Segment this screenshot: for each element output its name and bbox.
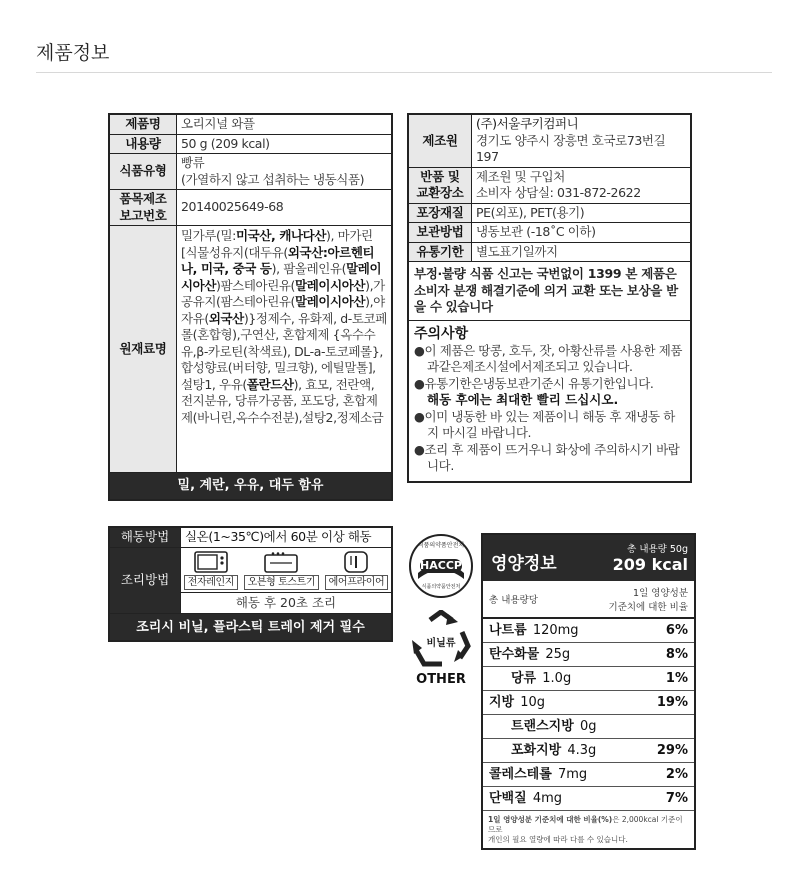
maker-header: 제조원 bbox=[408, 114, 472, 167]
haccp-text: HACCP bbox=[420, 559, 462, 572]
product-name-value: 오리지널 와플 bbox=[177, 114, 393, 134]
nutrition-row bbox=[483, 715, 694, 739]
nutrition-rows bbox=[483, 619, 694, 811]
nutrient-name-value: 트랜스지방 0g bbox=[511, 719, 597, 734]
product-info-table bbox=[108, 113, 393, 501]
toaster-oven-icon bbox=[264, 551, 298, 573]
nutrition-facts bbox=[481, 533, 696, 850]
method-header: 조리방법 bbox=[109, 547, 181, 614]
report-number-header-1: 품목제조 bbox=[119, 191, 167, 206]
nutrition-footnote: 1일 영양성분 기준치에 대한 비율(%)은 2,000kcal 기준이므로 개인의 필요 열량에 따라 다를 수 있습니다. bbox=[488, 815, 683, 844]
packaging-value: PE(외포), PET(용기) bbox=[472, 203, 692, 223]
expiry-header: 유통기한 bbox=[408, 242, 472, 262]
nutrition-total-label: 총 내용량 50g bbox=[627, 544, 688, 555]
nutrient-name-value: 탄수화물 25g bbox=[489, 647, 571, 662]
nutrient-name-value: 포화지방 4.3g bbox=[511, 743, 597, 758]
food-type-header: 식품유형 bbox=[109, 154, 177, 190]
report-notice: 부정·불량 식품 신고는 국번없이 1399 본 제품은 소비자 분쟁 해결기준에 의거 교환 또는 보상을 받을 수 있습니다 bbox=[408, 262, 691, 321]
air-fryer-label: 에어프라이어 bbox=[325, 575, 389, 590]
nutrient-name-value: 당류 1.0g bbox=[511, 671, 572, 686]
nutrition-row bbox=[483, 643, 694, 667]
report-number-value: 20140025649-68 bbox=[177, 190, 393, 226]
title-divider bbox=[36, 72, 772, 73]
nutrition-subheader bbox=[483, 581, 694, 619]
nutrient-name-value: 지방 10g bbox=[489, 695, 546, 710]
nutrition-row bbox=[483, 739, 694, 763]
nutrient-percent: 6% bbox=[665, 623, 688, 638]
food-type-value bbox=[177, 154, 393, 190]
storage-value: 냉동보관 (-18˚C 이하) bbox=[472, 223, 692, 243]
page-title: 제품정보 bbox=[36, 42, 110, 64]
nutrient-percent: 29% bbox=[656, 743, 688, 758]
haccp-top-text: 식품의약품안전처 bbox=[417, 542, 465, 549]
nutrition-row bbox=[483, 787, 694, 811]
thaw-value: 실온(1~35℃)에서 60분 이상 해동 bbox=[181, 527, 393, 547]
caution-section bbox=[408, 320, 691, 482]
food-type-line-1: 빵류 bbox=[181, 155, 205, 170]
cook-time: 해동 후 20초 조리 bbox=[181, 592, 391, 614]
maker-name: (주)서울쿠키컴퍼니 bbox=[476, 116, 579, 131]
exchange-value bbox=[472, 167, 692, 203]
thaw-header: 해동방법 bbox=[109, 527, 181, 547]
nutrient-percent: 8% bbox=[665, 647, 688, 662]
storage-header: 보관방법 bbox=[408, 223, 472, 243]
toaster-label: 오븐형 토스트기 bbox=[244, 575, 320, 590]
airfryer-option bbox=[325, 551, 389, 590]
haccp-bottom-text: 식품의약품안전처 bbox=[421, 584, 461, 590]
nutrient-percent: 7% bbox=[665, 791, 688, 806]
packaging-header: 포장재질 bbox=[408, 203, 472, 223]
product-name-header: 제품명 bbox=[109, 114, 177, 134]
exchange-header-1: 반품 및 bbox=[420, 168, 460, 184]
nutrition-per-total: 총 내용량당 bbox=[489, 595, 538, 606]
cooking-table bbox=[108, 526, 393, 642]
exchange-line-1: 제조원 및 구입처 bbox=[476, 168, 565, 184]
tray-warning: 조리시 비닐, 플라스틱 트레이 제거 필수 bbox=[109, 614, 392, 642]
report-number-header bbox=[109, 190, 177, 226]
maker-info-table bbox=[407, 113, 692, 483]
report-number-header-2: 보고번호 bbox=[119, 207, 167, 223]
content-header: 내용량 bbox=[109, 134, 177, 154]
nutrition-header bbox=[483, 535, 694, 581]
caution-item: ●이미 냉동한 바 있는 제품이니 해동 후 재냉동 하지 마시길 바랍니다. bbox=[414, 408, 675, 441]
caution-item: ●조리 후 제품이 뜨거우니 화상에 주의하시기 바랍니다. bbox=[414, 441, 680, 474]
haccp-logo bbox=[408, 533, 474, 603]
nutrient-percent: 1% bbox=[665, 671, 688, 686]
microwave-icon bbox=[194, 551, 228, 573]
method-icons bbox=[181, 547, 393, 614]
caution-item: ●유통기한은냉동보관기준시 유통기한입니다. bbox=[414, 375, 654, 391]
maker-value bbox=[472, 114, 692, 167]
nutrient-name-value: 단백질 4mg bbox=[489, 791, 563, 806]
recycle-label: 비닐류 bbox=[426, 638, 456, 649]
nutrition-daily-2: 기준치에 대한 비율 bbox=[608, 602, 688, 613]
nutrition-title: 영양정보 bbox=[491, 554, 557, 574]
caution-item: ●이 제품은 땅콩, 호두, 잣, 아황산류를 사용한 제품과같은제조시설에서제조되고 있습니다. bbox=[414, 342, 683, 375]
recycle-mark bbox=[408, 610, 474, 687]
air-fryer-icon bbox=[341, 551, 371, 573]
nutrition-row bbox=[483, 619, 694, 643]
food-type-line-2: (가열하지 않고 섭취하는 냉동식품) bbox=[181, 171, 365, 187]
caution-item-bold: 해동 후에는 최대한 빨리 드십시오. bbox=[427, 392, 619, 408]
nutrient-percent: 19% bbox=[656, 695, 688, 710]
caution-title: 주의사항 bbox=[414, 325, 469, 342]
ingredients-value: 밀가루(밀:미국산, 캐나다산), 마가린[식물성유지(대두유(외국산:아르헨티나, 미국, 중국 등), 팜올레인유(말레이시아산)팜스테아린유(말레이시아산),가공유지(팜스테아린유(말레이시아산),야자유(외국산)}정제수, 유화제, d-토코페롤(혼합형),구연산, 혼합제제 {옥수수유,β-카로틴(착색료), DL-a-토코페롤}, 합성향료(버터향, 밀크향), 에틸말톨], 설탕1, 우유(폴란드산), 효모, 전란액, 전지분유, 당류가공품, 포도당, 혼합제제(바니린,옥수수전분),설탕2,정제소금 bbox=[177, 226, 393, 473]
nutrition-row bbox=[483, 691, 694, 715]
nutrition-row bbox=[483, 763, 694, 787]
content-value: 50 g (209 kcal) bbox=[177, 134, 393, 154]
expiry-value: 별도표기일까지 bbox=[472, 242, 692, 262]
allergen-notice: 밀, 계란, 우유, 대두 함유 bbox=[109, 473, 392, 501]
ingredients-header: 원재료명 bbox=[109, 226, 177, 473]
nutrition-total bbox=[613, 541, 688, 574]
nutrition-total-kcal: 209 kcal bbox=[612, 555, 688, 574]
nutrient-percent: 2% bbox=[665, 767, 688, 782]
microwave-option bbox=[184, 551, 238, 590]
exchange-header-2: 교환장소 bbox=[416, 185, 464, 200]
exchange-header bbox=[408, 167, 472, 203]
maker-address: 경기도 양주시 장흥면 호국로73번길 197 bbox=[476, 132, 666, 164]
nutrition-row bbox=[483, 667, 694, 691]
nutrient-name-value: 나트륨 120mg bbox=[489, 623, 579, 638]
nutrient-name-value: 콜레스테롤 7mg bbox=[489, 767, 588, 782]
nutrition-daily-1: 1일 영양성분 bbox=[633, 588, 688, 599]
toaster-option bbox=[244, 551, 320, 590]
microwave-label: 전자레인지 bbox=[184, 575, 238, 590]
exchange-line-2: 소비자 상담실: 031-872-2622 bbox=[476, 185, 641, 200]
recycle-other: OTHER bbox=[416, 672, 466, 687]
